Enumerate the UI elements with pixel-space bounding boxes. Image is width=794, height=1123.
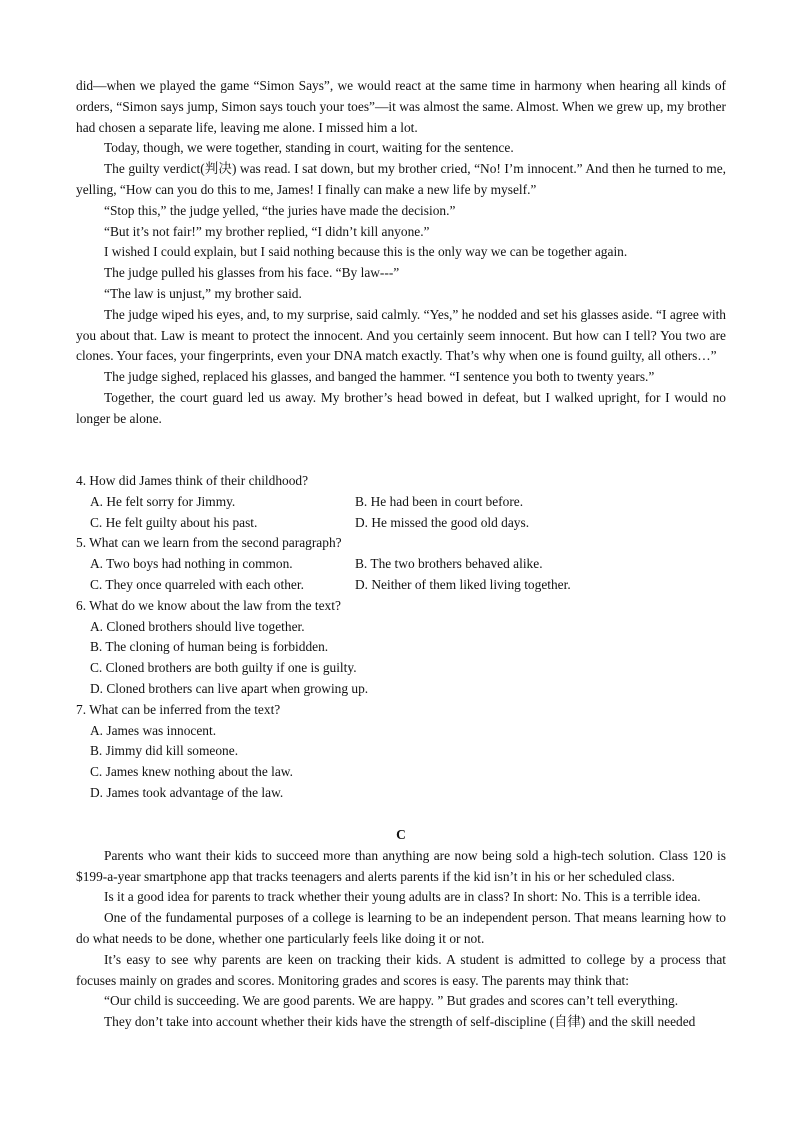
option-d: D. James took advantage of the law.	[90, 784, 284, 800]
question-7	[76, 700, 726, 804]
question-stem: 4. How did James think of their childhood?	[76, 473, 309, 488]
option-c: C. He felt guilty about his past.	[90, 514, 258, 530]
passage-paragraph: Together, the court guard led us away. My brother’s head bowed in defeat, but I walked upright, for I would no longer be alone.	[76, 389, 726, 426]
option-a: A. James was innocent.	[90, 722, 217, 738]
option-b: B. He had been in court before.	[355, 493, 524, 509]
question-4	[76, 471, 726, 533]
option-a: A. Two boys had nothing in common.	[90, 556, 293, 572]
passage-paragraph: “Our child is succeeding. We are good parents. We are happy. ” But grades and scores can’t tell everything.	[104, 993, 679, 1009]
option-a: A. He felt sorry for Jimmy.	[90, 493, 236, 509]
passage-c	[76, 825, 726, 1033]
passage-paragraph: They don’t take into account whether their kids have the strength of self-discipline (自律) and the skill needed	[104, 1014, 696, 1030]
question-5	[76, 533, 726, 595]
passage-paragraph: “But it’s not fair!” my brother replied, “I didn’t kill anyone.”	[104, 223, 430, 239]
passage-paragraph: The judge wiped his eyes, and, to my surprise, said calmly. “Yes,” he nodded and set his glasses aside. “I agree with you about that. Law is meant to protect the innocent. And you certainly seem innocent. But how can I tell? You two are clones. Your faces, your fingerprints, even your DNA match exactly. That’s why when one is found guilty, all others…”	[76, 306, 726, 364]
option-c: C. Cloned brothers are both guilty if one is guilty.	[90, 660, 357, 676]
passage-paragraph: Is it a good idea for parents to track whether their young adults are in class? In short: No. This is a terrible idea.	[104, 889, 701, 905]
question-stem: 6. What do we know about the law from the text?	[76, 597, 341, 613]
option-d: D. Cloned brothers can live apart when growing up.	[90, 680, 369, 696]
passage-paragraph: One of the fundamental purposes of a college is learning to be an independent person. That means learning how to do what needs to be done, whether one particularly feels like doing it or not.	[76, 910, 726, 946]
question-stem: 7. What can be inferred from the text?	[76, 701, 281, 717]
passage-paragraph: Today, though, we were together, standing in court, waiting for the sentence.	[104, 140, 514, 156]
passage-paragraph: did—when we played the game “Simon Says”, we would react at the same time in harmony when hearing all kinds of orders, “Simon says jump, Simon says touch your toes”—it was almost the same. Almost. When we grew up, my brother had chosen a separate life, leaving me alone. I missed him a lot.	[76, 78, 726, 135]
option-b: B. The cloning of human being is forbidden.	[90, 639, 329, 655]
passage-paragraph: I wished I could explain, but I said nothing because this is the only way we can be together again.	[104, 244, 628, 260]
question-stem: 5. What can we learn from the second paragraph?	[76, 535, 342, 551]
option-d: D. He missed the good old days.	[355, 514, 530, 530]
passage-paragraph: “The law is unjust,” my brother said.	[104, 285, 302, 301]
option-a: A. Cloned brothers should live together.	[90, 618, 305, 634]
passage-b	[76, 76, 726, 430]
option-b: B. The two brothers behaved alike.	[355, 556, 543, 572]
option-c: C. James knew nothing about the law.	[90, 764, 293, 780]
passage-paragraph: The judge pulled his glasses from his face. “By law---”	[104, 265, 400, 281]
question-list	[76, 471, 726, 804]
option-c: C. They once quarreled with each other.	[90, 576, 304, 592]
passage-paragraph: The guilty verdict(判决) was read. I sat down, but my brother cried, “No! I’m innocent.” And then he turned to me, yelling, “How can you do this to me, James! I finally can make a new life by myself.”	[76, 161, 726, 197]
passage-paragraph: Parents who want their kids to succeed more than anything are now being sold a high-tech solution. Class 120 is $199-a-year smartphone app that tracks teenagers and alerts parents if the kid isn’t in his or her scheduled class.	[76, 847, 726, 884]
passage-paragraph: It’s easy to see why parents are keen on tracking their kids. A student is admitted to college by a process that focuses mainly on grades and scores. Monitoring grades and scores is easy. The parents may think that:	[76, 951, 726, 988]
option-d: D. Neither of them liked living together.	[355, 576, 571, 592]
question-6	[76, 596, 726, 700]
passage-paragraph: “Stop this,” the judge yelled, “the juries have made the decision.”	[104, 202, 456, 218]
option-b: B. Jimmy did kill someone.	[90, 743, 239, 759]
passage-paragraph: The judge sighed, replaced his glasses, and banged the hammer. “I sentence you both to twenty years.”	[104, 369, 655, 385]
section-heading: C	[396, 827, 406, 842]
